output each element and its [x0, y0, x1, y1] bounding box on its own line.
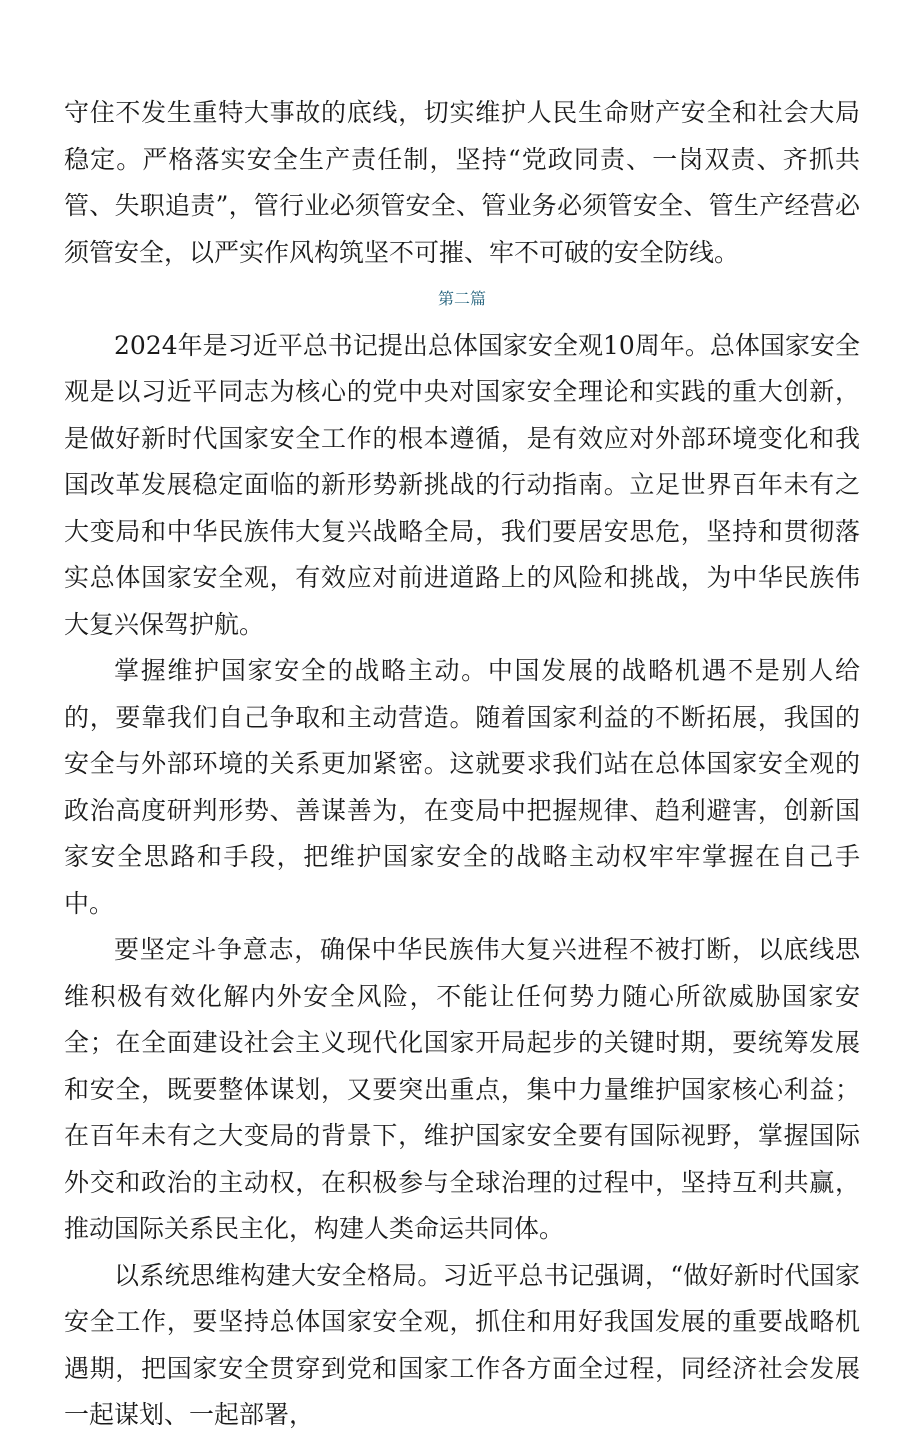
body-paragraph-3: 要坚定斗争意志，确保中华民族伟大复兴进程不被打断，以底线思维积极有效化解内外安全风险，不能让任何势力随心所欲威胁国家安全；在全面建设社会主义现代化国家开局起步的关键时期，要统筹发展和安全，既要整体谋划，又要突出重点，集中力量维护国家核心利益；在百年未有之大变局的背景下，维护国家安全要有国际视野，掌握国际外交和政治的主动权，在积极参与全球治理的过程中，坚持互利共赢，推动国际关系民主化，构建人类命运共同体。: [64, 935, 860, 1243]
body-paragraph-1: 2024年是习近平总书记提出总体国家安全观10周年。总体国家安全观是以习近平同志为核心的党中央对国家安全理论和实践的重大创新，是做好新时代国家安全工作的根本遵循，是有效应对外部环境变化和我国改革发展稳定面临的新形势新挑战的行动指南。立足世界百年未有之大变局和中华民族伟大复兴战略全局，我们要居安思危，坚持和贯彻落实总体国家安全观，有效应对前进道路上的风险和挑战，为中华民族伟大复兴保驾护航。: [64, 330, 860, 639]
continuation-paragraph: 守住不发生重特大事故的底线，切实维护人民生命财产安全和社会大局稳定。严格落实安全生产责任制，坚持“党政同责、一岗双责、齐抓共管、失职追责”，管行业必须管安全、管业务必须管安全、管生产经营必须管安全，以严实作风构筑坚不可摧、牢不可破的安全防线。: [64, 98, 860, 267]
document-page: [64, 90, 860, 1439]
section-heading: 第二篇: [437, 289, 486, 308]
body-paragraph-2: 掌握维护国家安全的战略主动。中国发展的战略机遇不是别人给的，要靠我们自己争取和主动营造。随着国家利益的不断拓展，我国的安全与外部环境的关系更加紧密。这就要求我们站在总体国家安全观的政治高度研判形势、善谋善为，在变局中把握规律、趋利避害，创新国家安全思路和手段，把维护国家安全的战略主动权牢牢掌握在自己手中。: [64, 656, 860, 918]
body-paragraph-4: 以系统思维构建大安全格局。习近平总书记强调，“做好新时代国家安全工作，要坚持总体国家安全观，抓住和用好我国发展的重要战略机遇期，把国家安全贯穿到党和国家工作各方面全过程，同经济社会发展一起谋划、一起部署，: [64, 1260, 860, 1429]
